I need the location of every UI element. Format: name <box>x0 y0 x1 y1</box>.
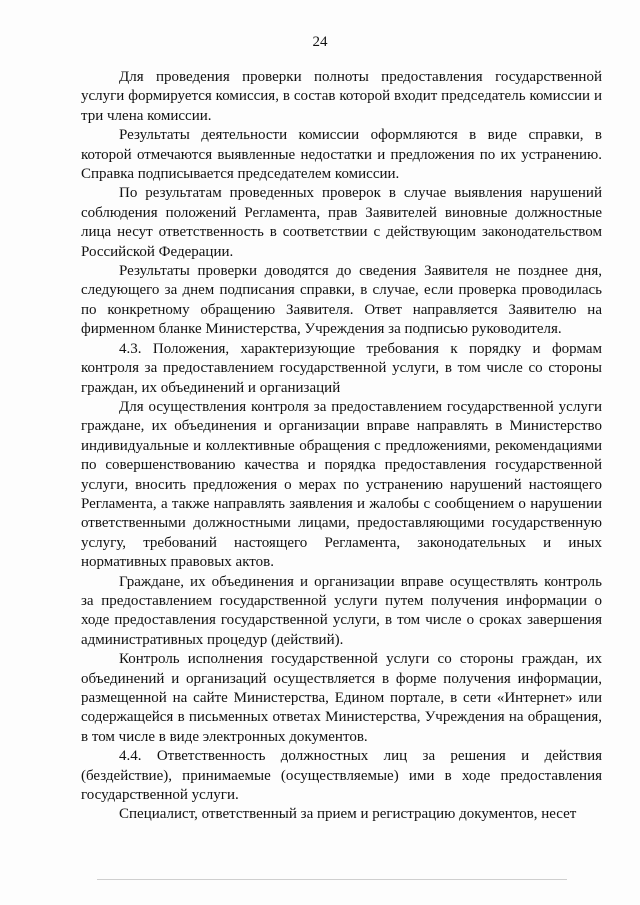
page-number: 24 <box>312 34 328 50</box>
paragraph-citizen-control: Для осуществления контроля за предоставлением государственной услуги граждане, их объединения и организации вправе направлять в Министерство индивидуальные и коллективные обращения с предложениями, рекомендациями по совершенствованию качества и порядка предоставления государственной услуги, вносить предложения о мерах по устранению нарушений настоящего Регламента, а также направлять заявления и жалобы с сообщением о нарушении ответственными должностными лицами, предоставляющими государственную услугу, требований настоящего Регламента, законодательных и иных нормативных правовых актов. <box>81 398 602 571</box>
section-heading-4-3: 4.3. Положения, характеризующие требования к порядку и формам контроля за предоставлением государственной услуги, в том числе со стороны граждан, их объединений и организаций <box>81 340 602 396</box>
paragraph-citizen-rights: Граждане, их объединения и организации вправе осуществлять контроль за предоставлением государственной услуги путем получения информации о ходе предоставления государственной услуги, в том числе о сроках завершения административных процедур (действий). <box>81 573 602 648</box>
paragraph-results-notification: Результаты проверки доводятся до сведения Заявителя не позднее дня, следующего за днем подписания справки, в случае, если проверка проводилась по конкретному обращению Заявителя. Ответ направляется Заявителю на фирменном бланке Министерства, Учреждения за подписью руководителя. <box>81 263 602 338</box>
paragraph-commission: Для проведения проверки полноты предоставления государственной услуги формируется комиссия, в состав которой входит председатель комиссии и три члена комиссии. <box>81 69 602 124</box>
page-bottom-edge <box>97 879 567 880</box>
paragraph-commission-results: Результаты деятельности комиссии оформляются в виде справки, в которой отмечаются выявленные недостатки и предложения по их устранению. Справка подписывается председателем комиссии. <box>81 127 602 183</box>
paragraph-responsibility: По результатам проведенных проверок в случае выявления нарушений соблюдения положений Регламента, прав Заявителей виновные должностные лица несут ответственность в соответствии с действующим законодательством Российской Федерации. <box>81 185 602 260</box>
section-heading-4-4: 4.4. Ответственность должностных лиц за решения и действия (бездействие), принимаемые (осуществляемые) ими в ходе предоставления государственной услуги. <box>81 748 602 804</box>
document-body <box>81 68 602 825</box>
paragraph-control-form: Контроль исполнения государственной услуги со стороны граждан, их объединений и организаций осуществляется в форме получения информации, размещенной на сайте Министерства, Едином портале, в сети «Интернет» или содержащейся в письменных ответах Министерства, Учреждения на обращения, в том числе в виде электронных документов. <box>81 651 602 745</box>
paragraph-specialist: Специалист, ответственный за прием и регистрацию документов, несет <box>119 806 577 823</box>
